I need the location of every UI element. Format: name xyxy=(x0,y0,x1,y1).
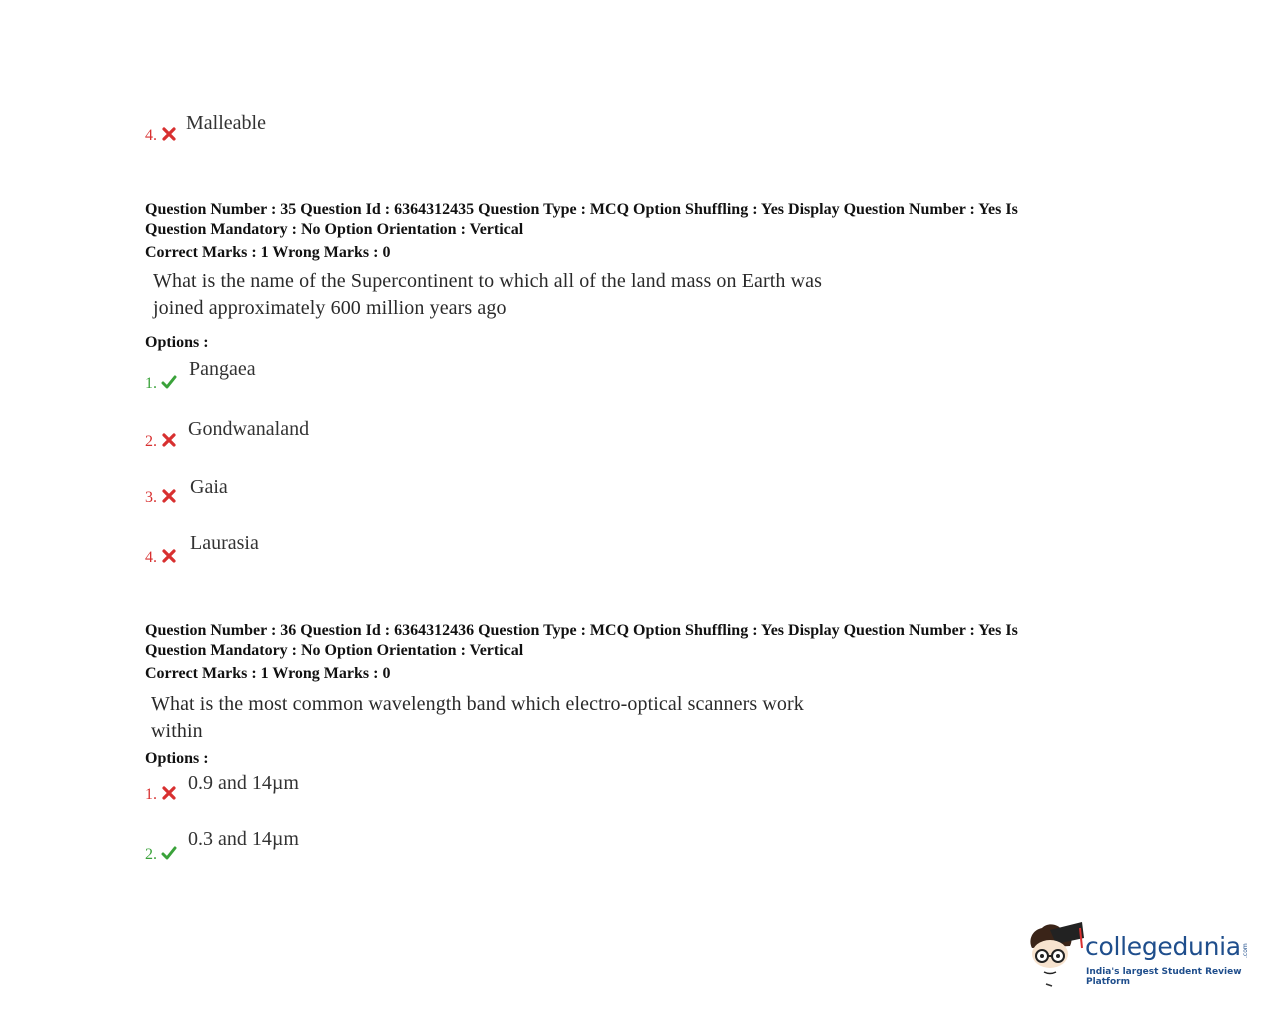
option-row xyxy=(145,785,177,804)
cross-icon xyxy=(161,548,177,564)
cross-icon xyxy=(161,488,177,504)
option-text: 0.9 and 14µm xyxy=(188,772,299,794)
cross-icon xyxy=(161,126,177,142)
option-text: Pangaea xyxy=(189,358,256,380)
option-number: 2. xyxy=(145,846,157,863)
question-text-line: What is the name of the Supercontinent to which all of the land mass on Earth was xyxy=(153,270,823,292)
options-label: Options : xyxy=(145,750,209,767)
logo-tagline: India's largest Student Review Platform xyxy=(1086,967,1242,987)
option-number: 3. xyxy=(145,489,157,506)
option-text: Laurasia xyxy=(190,532,259,554)
option-text: 0.3 and 14µm xyxy=(188,828,299,850)
mascot-icon xyxy=(1024,918,1086,988)
logo-suffix: .com xyxy=(1242,943,1249,958)
option-row xyxy=(145,432,177,451)
question-meta-line: Question Number : 36 Question Id : 6364312436 Question Type : MCQ Option Shuffling : Yes Display Question Number : Yes Is xyxy=(145,622,1018,639)
question-meta-line: Question Mandatory : No Option Orientation : Vertical xyxy=(145,642,524,659)
question-meta-line: Question Mandatory : No Option Orientation : Vertical xyxy=(145,221,524,238)
option-number: 1. xyxy=(145,375,157,392)
option-row xyxy=(145,548,177,567)
option-text: Gaia xyxy=(190,476,228,498)
option-number: 2. xyxy=(145,433,157,450)
question-text xyxy=(151,691,951,745)
question-text-line: joined approximately 600 million years ago xyxy=(153,297,507,319)
question-meta xyxy=(145,621,1145,661)
cross-icon xyxy=(161,432,177,448)
option-row xyxy=(145,488,177,507)
option-number: 1. xyxy=(145,786,157,803)
question-meta-line: Question Number : 35 Question Id : 6364312435 Question Type : MCQ Option Shuffling : Yes Display Question Number : Yes Is xyxy=(145,201,1018,218)
cross-icon xyxy=(161,785,177,801)
question-text xyxy=(153,268,953,322)
collegedunia-logo xyxy=(1024,918,1264,990)
checkmark-icon xyxy=(161,374,177,390)
option-row xyxy=(145,374,177,393)
logo-name: collegedunia xyxy=(1085,932,1241,961)
question-marks: Correct Marks : 1 Wrong Marks : 0 xyxy=(145,665,391,682)
question-marks: Correct Marks : 1 Wrong Marks : 0 xyxy=(145,244,391,261)
option-number: 4. xyxy=(145,549,157,566)
option-text: Gondwanaland xyxy=(188,418,310,440)
option-text: Malleable xyxy=(186,112,266,134)
question-text-line: What is the most common wavelength band which electro-optical scanners work xyxy=(151,693,804,715)
option-number: 4. xyxy=(145,127,157,144)
checkmark-icon xyxy=(161,845,177,861)
options-label: Options : xyxy=(145,334,209,351)
option-row xyxy=(145,845,177,864)
option-row xyxy=(145,126,177,145)
question-text-line: within xyxy=(151,720,203,742)
question-meta xyxy=(145,200,1145,240)
